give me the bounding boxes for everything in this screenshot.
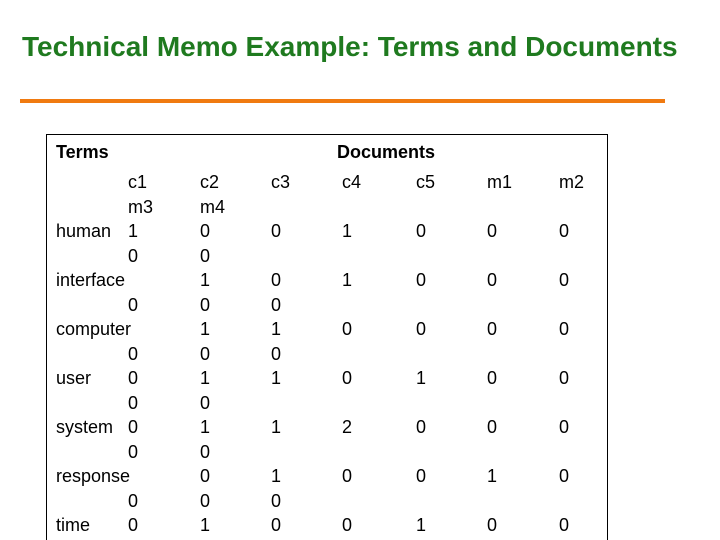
table-cell: 0 bbox=[487, 417, 498, 437]
table-cell: 0 bbox=[128, 515, 139, 535]
term-label: user bbox=[56, 368, 92, 388]
table-cell: 1 bbox=[271, 417, 282, 437]
table-cell: 0 bbox=[271, 515, 282, 535]
term-label: time bbox=[56, 515, 91, 535]
table-cell: 1 bbox=[342, 221, 353, 241]
table-cell: 0 bbox=[416, 270, 427, 290]
table-cell: 0 bbox=[487, 515, 498, 535]
table-cell: 1 bbox=[416, 515, 427, 535]
table-cell: 0 bbox=[200, 245, 211, 266]
table-cell: 1 bbox=[487, 466, 498, 486]
table-cell: 0 bbox=[200, 343, 211, 364]
table-cell: m3 bbox=[128, 196, 154, 217]
table-cell: 1 bbox=[271, 319, 282, 339]
table-cell: 0 bbox=[559, 515, 570, 535]
term-label: computer bbox=[56, 319, 132, 339]
table-cell: 0 bbox=[271, 221, 282, 241]
table-cell: 1 bbox=[416, 368, 427, 388]
table-cell: 1 bbox=[342, 270, 353, 290]
table-cell: c4 bbox=[342, 172, 362, 192]
table-cell: 0 bbox=[416, 221, 427, 241]
table-cell: 0 bbox=[487, 368, 498, 388]
table-cell: m4 bbox=[200, 196, 226, 217]
table-cell: 1 bbox=[200, 417, 211, 437]
table-cell: 0 bbox=[559, 221, 570, 241]
table-cell: 0 bbox=[128, 441, 139, 462]
table-cell: 0 bbox=[271, 490, 282, 511]
table-cell: 0 bbox=[559, 368, 570, 388]
table-cell: 0 bbox=[128, 245, 139, 266]
table-cell: 0 bbox=[416, 417, 427, 437]
table-cell: 1 bbox=[271, 368, 282, 388]
table-cell: 0 bbox=[128, 343, 139, 364]
table-cell: 0 bbox=[128, 294, 139, 315]
table-cell: 0 bbox=[200, 221, 211, 241]
term-label: system bbox=[56, 417, 114, 437]
term-label: interface bbox=[56, 270, 126, 290]
table-cell: 0 bbox=[342, 319, 353, 339]
table-cell: m1 bbox=[487, 172, 513, 192]
table-cell: 0 bbox=[128, 368, 139, 388]
table-cell: 0 bbox=[559, 319, 570, 339]
table-cell: 0 bbox=[128, 392, 139, 413]
term-label: response bbox=[56, 466, 131, 486]
table-cell: 0 bbox=[271, 270, 282, 290]
table-cell: 0 bbox=[200, 441, 211, 462]
table-cell: 0 bbox=[200, 294, 211, 315]
table-cell: 0 bbox=[559, 466, 570, 486]
table-cell: 0 bbox=[271, 294, 282, 315]
table-cell: 0 bbox=[342, 466, 353, 486]
table-cell: 0 bbox=[559, 417, 570, 437]
terms-header: Terms bbox=[56, 142, 109, 162]
table-cell: 0 bbox=[416, 466, 427, 486]
table-cell: 1 bbox=[200, 515, 211, 535]
table-cell: 1 bbox=[128, 221, 139, 241]
table-cell: 0 bbox=[200, 466, 211, 486]
table-cell: m2 bbox=[559, 172, 585, 192]
table-cell: 0 bbox=[487, 221, 498, 241]
title-underline bbox=[20, 99, 665, 103]
table-cell: 0 bbox=[200, 490, 211, 511]
table-cell: 0 bbox=[342, 368, 353, 388]
table-cell: c5 bbox=[416, 172, 436, 192]
table-cell: 0 bbox=[487, 319, 498, 339]
table-cell: 0 bbox=[128, 490, 139, 511]
table-cell: 0 bbox=[271, 343, 282, 364]
table-cell: 0 bbox=[559, 270, 570, 290]
table-cell: 0 bbox=[416, 319, 427, 339]
table-cell: 1 bbox=[271, 466, 282, 486]
table-cell: 0 bbox=[342, 515, 353, 535]
table-cell: 2 bbox=[342, 417, 353, 437]
table-cell: 1 bbox=[200, 270, 211, 290]
documents-header: Documents bbox=[337, 142, 436, 162]
table-cell: 1 bbox=[200, 319, 211, 339]
table-cell: c3 bbox=[271, 172, 291, 192]
table-cell: 0 bbox=[128, 417, 139, 437]
table-cell: c1 bbox=[128, 172, 148, 192]
table-cell: 0 bbox=[200, 392, 211, 413]
table-cell: 1 bbox=[200, 368, 211, 388]
term-label: human bbox=[56, 221, 112, 241]
table-cell: c2 bbox=[200, 172, 220, 192]
slide-title: Technical Memo Example: Terms and Documents bbox=[22, 31, 678, 62]
table-cell: 0 bbox=[487, 270, 498, 290]
